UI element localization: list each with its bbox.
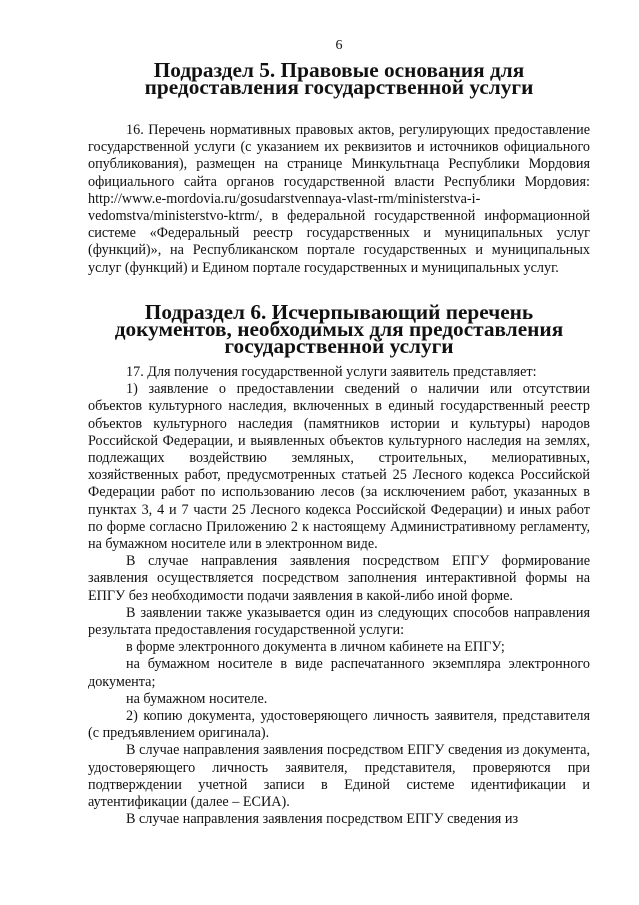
paragraph-16: 16. Перечень нормативных правовых актов, регулирующих предоставление государственной услуги (с указанием их реквизитов и источников официального опубликования), размещен на странице Минкультнаца Республики Мордовия официального сайта органов государственной власти Республики Мордовия: http://www.e-mordovia.ru/gosudarstvennaya-vlast-rm/ministerstva-i-vedomstva/ministerstvo-ktrm/, в федеральной государственной информационной системе «Федеральный реестр государственных и муниципальных услуг (функций)», на Республиканском портале государственных и муниципальных услуг (функций) и Едином портале государственных и муниципальных услуг.	[88, 122, 590, 276]
paragraph-17-intro: 17. Для получения государственной услуги заявитель представляет:	[126, 364, 537, 380]
subsection-6-heading: Подраздел 6. Исчерпывающий перечень документов, необходимых для предоставления государственной услуги	[114, 300, 564, 359]
paragraph-result-methods: В заявлении также указывается один из следующих способов направления результата предоставления государственной услуги:	[88, 604, 590, 639]
item-2-identity-copy: 2) копию документа, удостоверяющего личность заявителя, представителя (с предъявлением оригинала).	[88, 708, 590, 742]
subsection-6-body	[88, 364, 590, 828]
page-number: 6	[335, 38, 343, 53]
method-electronic: в форме электронного документа в личном кабинете на ЕПГУ;	[126, 639, 505, 656]
method-paper: на бумажном носителе.	[126, 690, 268, 707]
paragraph-continued: В случае направления заявления посредством ЕПГУ сведения из	[126, 811, 519, 828]
item-1-application: 1) заявление о предоставлении сведений о наличии или отсутствии объектов культурного наследия, включенных в единый государственный реестр объектов культурного наследия (памятников истории и культуры) народов Российской Федерации, и выявленных объектов культурного наследия на землях, подлежащих воздействию земляных, строительных, мелиоративных, хозяйственных работ, предусмотренных статьей 25 Лесного кодекса Российской Федерации работ по использованию лесов (за исключением работ, указанных в пунктах 3, 4 и 7 части 25 Лесного кодекса Российской Федерации) и иных работ по форме согласно Приложению 2 к настоящему Административному регламенту, на бумажном носителе или в электронном виде.	[88, 381, 590, 553]
paragraph-esia-verification: В случае направления заявления посредством ЕПГУ сведения из документа, удостоверяющего личность заявителя, представителя, проверяются при подтверждении учетной записи в Единой системе идентификации и аутентификации (далее – ЕСИА).	[88, 742, 590, 811]
method-printed-copy: на бумажном носителе в виде распечатанного экземпляра электронного документа;	[88, 656, 590, 690]
paragraph-epgu-form: В случае направления заявления посредством ЕПГУ формирование заявления осуществляется посредством заполнения интерактивной формы на ЕПГУ без необходимости подачи заявления в какой-либо иной форме.	[88, 553, 590, 604]
subsection-5-body	[88, 122, 590, 277]
subsection-5-heading: Подраздел 5. Правовые основания для предоставления государственной услуги	[144, 58, 534, 100]
